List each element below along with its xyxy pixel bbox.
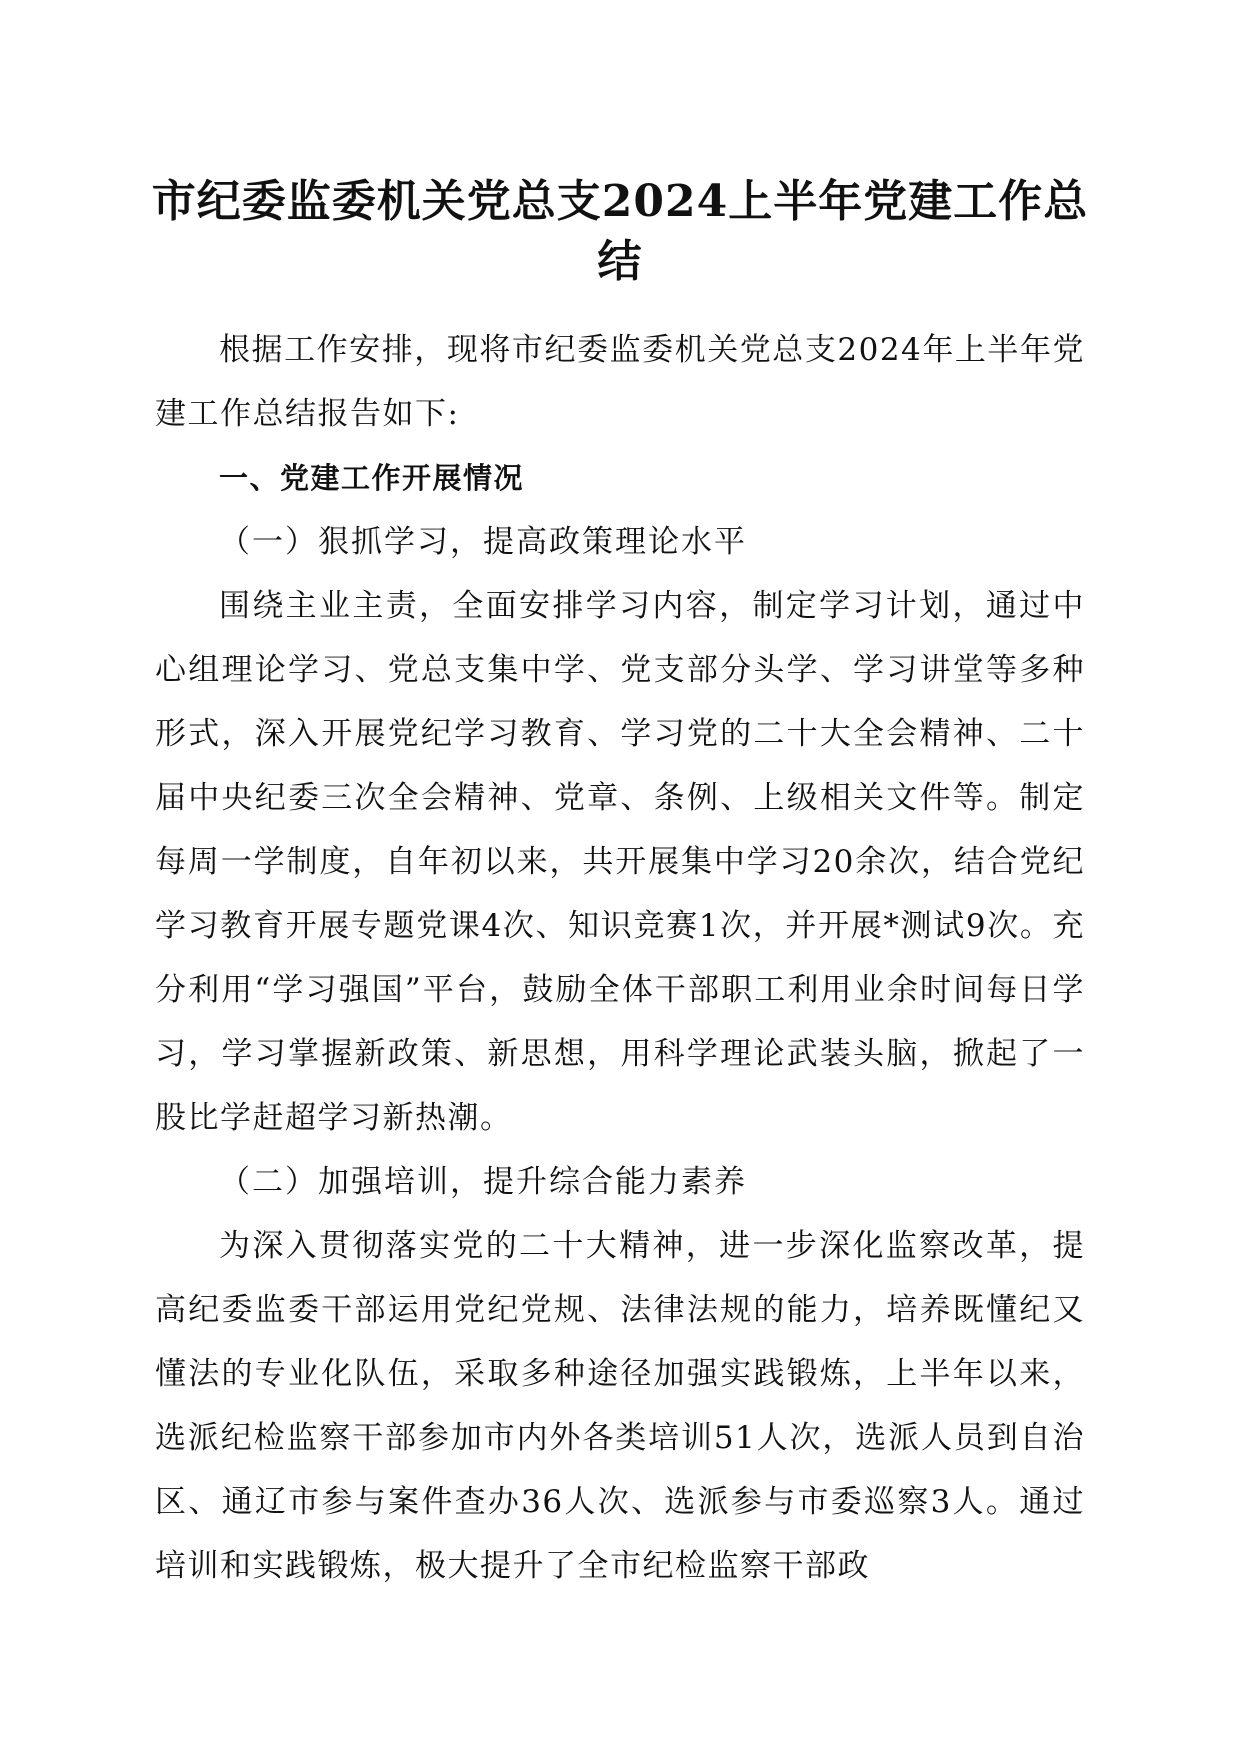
subsection-heading-2: （二）加强培训，提升综合能力素养 <box>219 1164 747 1200</box>
document-title: 市纪委监委机关党总支2024上半年党建工作总结 <box>151 176 1089 287</box>
subsection-paragraph-1: 围绕主业主责，全面安排学习内容，制定学习计划，通过中心组理论学习、党总支集中学、党支部分头学、学习讲堂等多种形式，深入开展党纪学习教育、学习党的二十大全会精神、二十届中央纪委三次全会精神、党章、条例、上级相关文件等。制定每周一学制度，自年初以来，共开展集中学习20余次，结合党纪学习教育开展专题党课4次、知识竞赛1次，并开展*测试9次。充分利用“学习强国”平台，鼓励全体干部职工利用业余时间每日学习，学习掌握新政策、新思想，用科学理论武装头脑，掀起了一股比学赶超学习新热潮。 <box>155 588 1085 1136</box>
subsection-heading-1: （一）狠抓学习，提高政策理论水平 <box>219 524 747 560</box>
section-heading: 一、党建工作开展情况 <box>219 461 525 495</box>
document-body <box>155 318 1085 1598</box>
subsection-paragraph-2: 为深入贯彻落实党的二十大精神，进一步深化监察改革，提高纪委监委干部运用党纪党规、法律法规的能力，培养既懂纪又懂法的专业化队伍，采取多种途径加强实践锻炼，上半年以来，选派纪检监察干部参加市内外各类培训51人次，选派人员到自治区、通辽市参与案件查办36人次、选派参与市委巡察3人。通过培训和实践锻炼，极大提升了全市纪检监察干部政 <box>155 1228 1085 1584</box>
intro-paragraph: 根据工作安排，现将市纪委监委机关党总支2024年上半年党建工作总结报告如下: <box>155 332 1085 432</box>
